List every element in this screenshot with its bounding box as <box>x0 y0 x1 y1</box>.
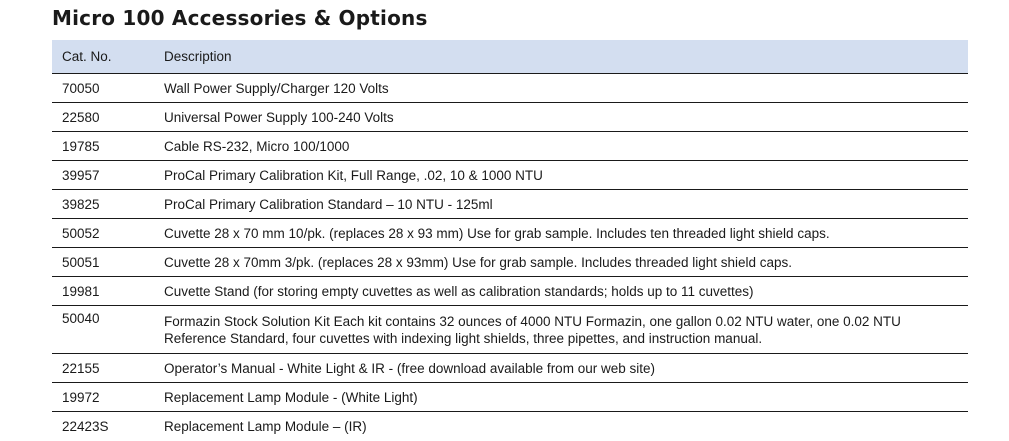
header-description: Description <box>164 49 232 64</box>
cat-no-cell: 70050 <box>62 80 100 96</box>
description-cell: Replacement Lamp Module - (White Light) <box>164 389 418 405</box>
table-row <box>52 132 968 161</box>
description-cell: Operator’s Manual - White Light & IR - (free download available from our web site) <box>164 360 655 376</box>
table-row <box>52 354 968 383</box>
cat-no-cell: 50040 <box>62 311 100 326</box>
cat-no-cell: 22423S <box>62 418 109 434</box>
table-row <box>52 412 968 440</box>
cat-no-cell: 50052 <box>62 225 100 241</box>
table-row <box>52 277 968 306</box>
accessories-table <box>52 40 968 440</box>
table-row <box>52 190 968 219</box>
cat-no-cell: 39825 <box>62 196 100 212</box>
description-cell: Universal Power Supply 100-240 Volts <box>164 109 394 125</box>
cat-no-cell: 22155 <box>62 360 100 376</box>
description-cell: Replacement Lamp Module – (IR) <box>164 418 367 434</box>
table-row <box>52 306 968 354</box>
description-cell: Cable RS-232, Micro 100/1000 <box>164 138 350 154</box>
table-row <box>52 248 968 277</box>
cat-no-cell: 19785 <box>62 138 100 154</box>
description-cell: ProCal Primary Calibration Standard – 10 NTU - 125ml <box>164 196 493 212</box>
description-cell: ProCal Primary Calibration Kit, Full Range, .02, 10 & 1000 NTU <box>164 167 543 183</box>
table-row <box>52 219 968 248</box>
description-cell: Wall Power Supply/Charger 120 Volts <box>164 80 389 96</box>
cat-no-cell: 50051 <box>62 254 100 270</box>
table-header-row <box>52 40 968 74</box>
description-cell: Cuvette 28 x 70 mm 10/pk. (replaces 28 x 93 mm) Use for grab sample. Includes ten threaded light shield caps. <box>164 225 830 241</box>
table-row <box>52 161 968 190</box>
description-cell: Cuvette 28 x 70mm 3/pk. (replaces 28 x 93mm) Use for grab sample. Includes threaded light shield caps. <box>164 254 793 270</box>
description-cell: Formazin Stock Solution Kit Each kit contains 32 ounces of 4000 NTU Formazin, one gallon 0.02 NTU water, one 0.02 NTU Reference Standard, four cuvettes with indexing light shields, three pipettes, and instruction manual. <box>164 313 901 346</box>
cat-no-cell: 19981 <box>62 283 100 299</box>
description-cell: Cuvette Stand (for storing empty cuvettes as well as calibration standards; holds up to 11 cuvettes) <box>164 283 754 299</box>
table-row <box>52 103 968 132</box>
cat-no-cell: 19972 <box>62 389 100 405</box>
page-title: Micro 100 Accessories & Options <box>52 6 428 30</box>
header-cat-no: Cat. No. <box>62 49 112 64</box>
cat-no-cell: 22580 <box>62 109 100 125</box>
table-row <box>52 383 968 412</box>
cat-no-cell: 39957 <box>62 167 100 183</box>
table-row <box>52 74 968 103</box>
